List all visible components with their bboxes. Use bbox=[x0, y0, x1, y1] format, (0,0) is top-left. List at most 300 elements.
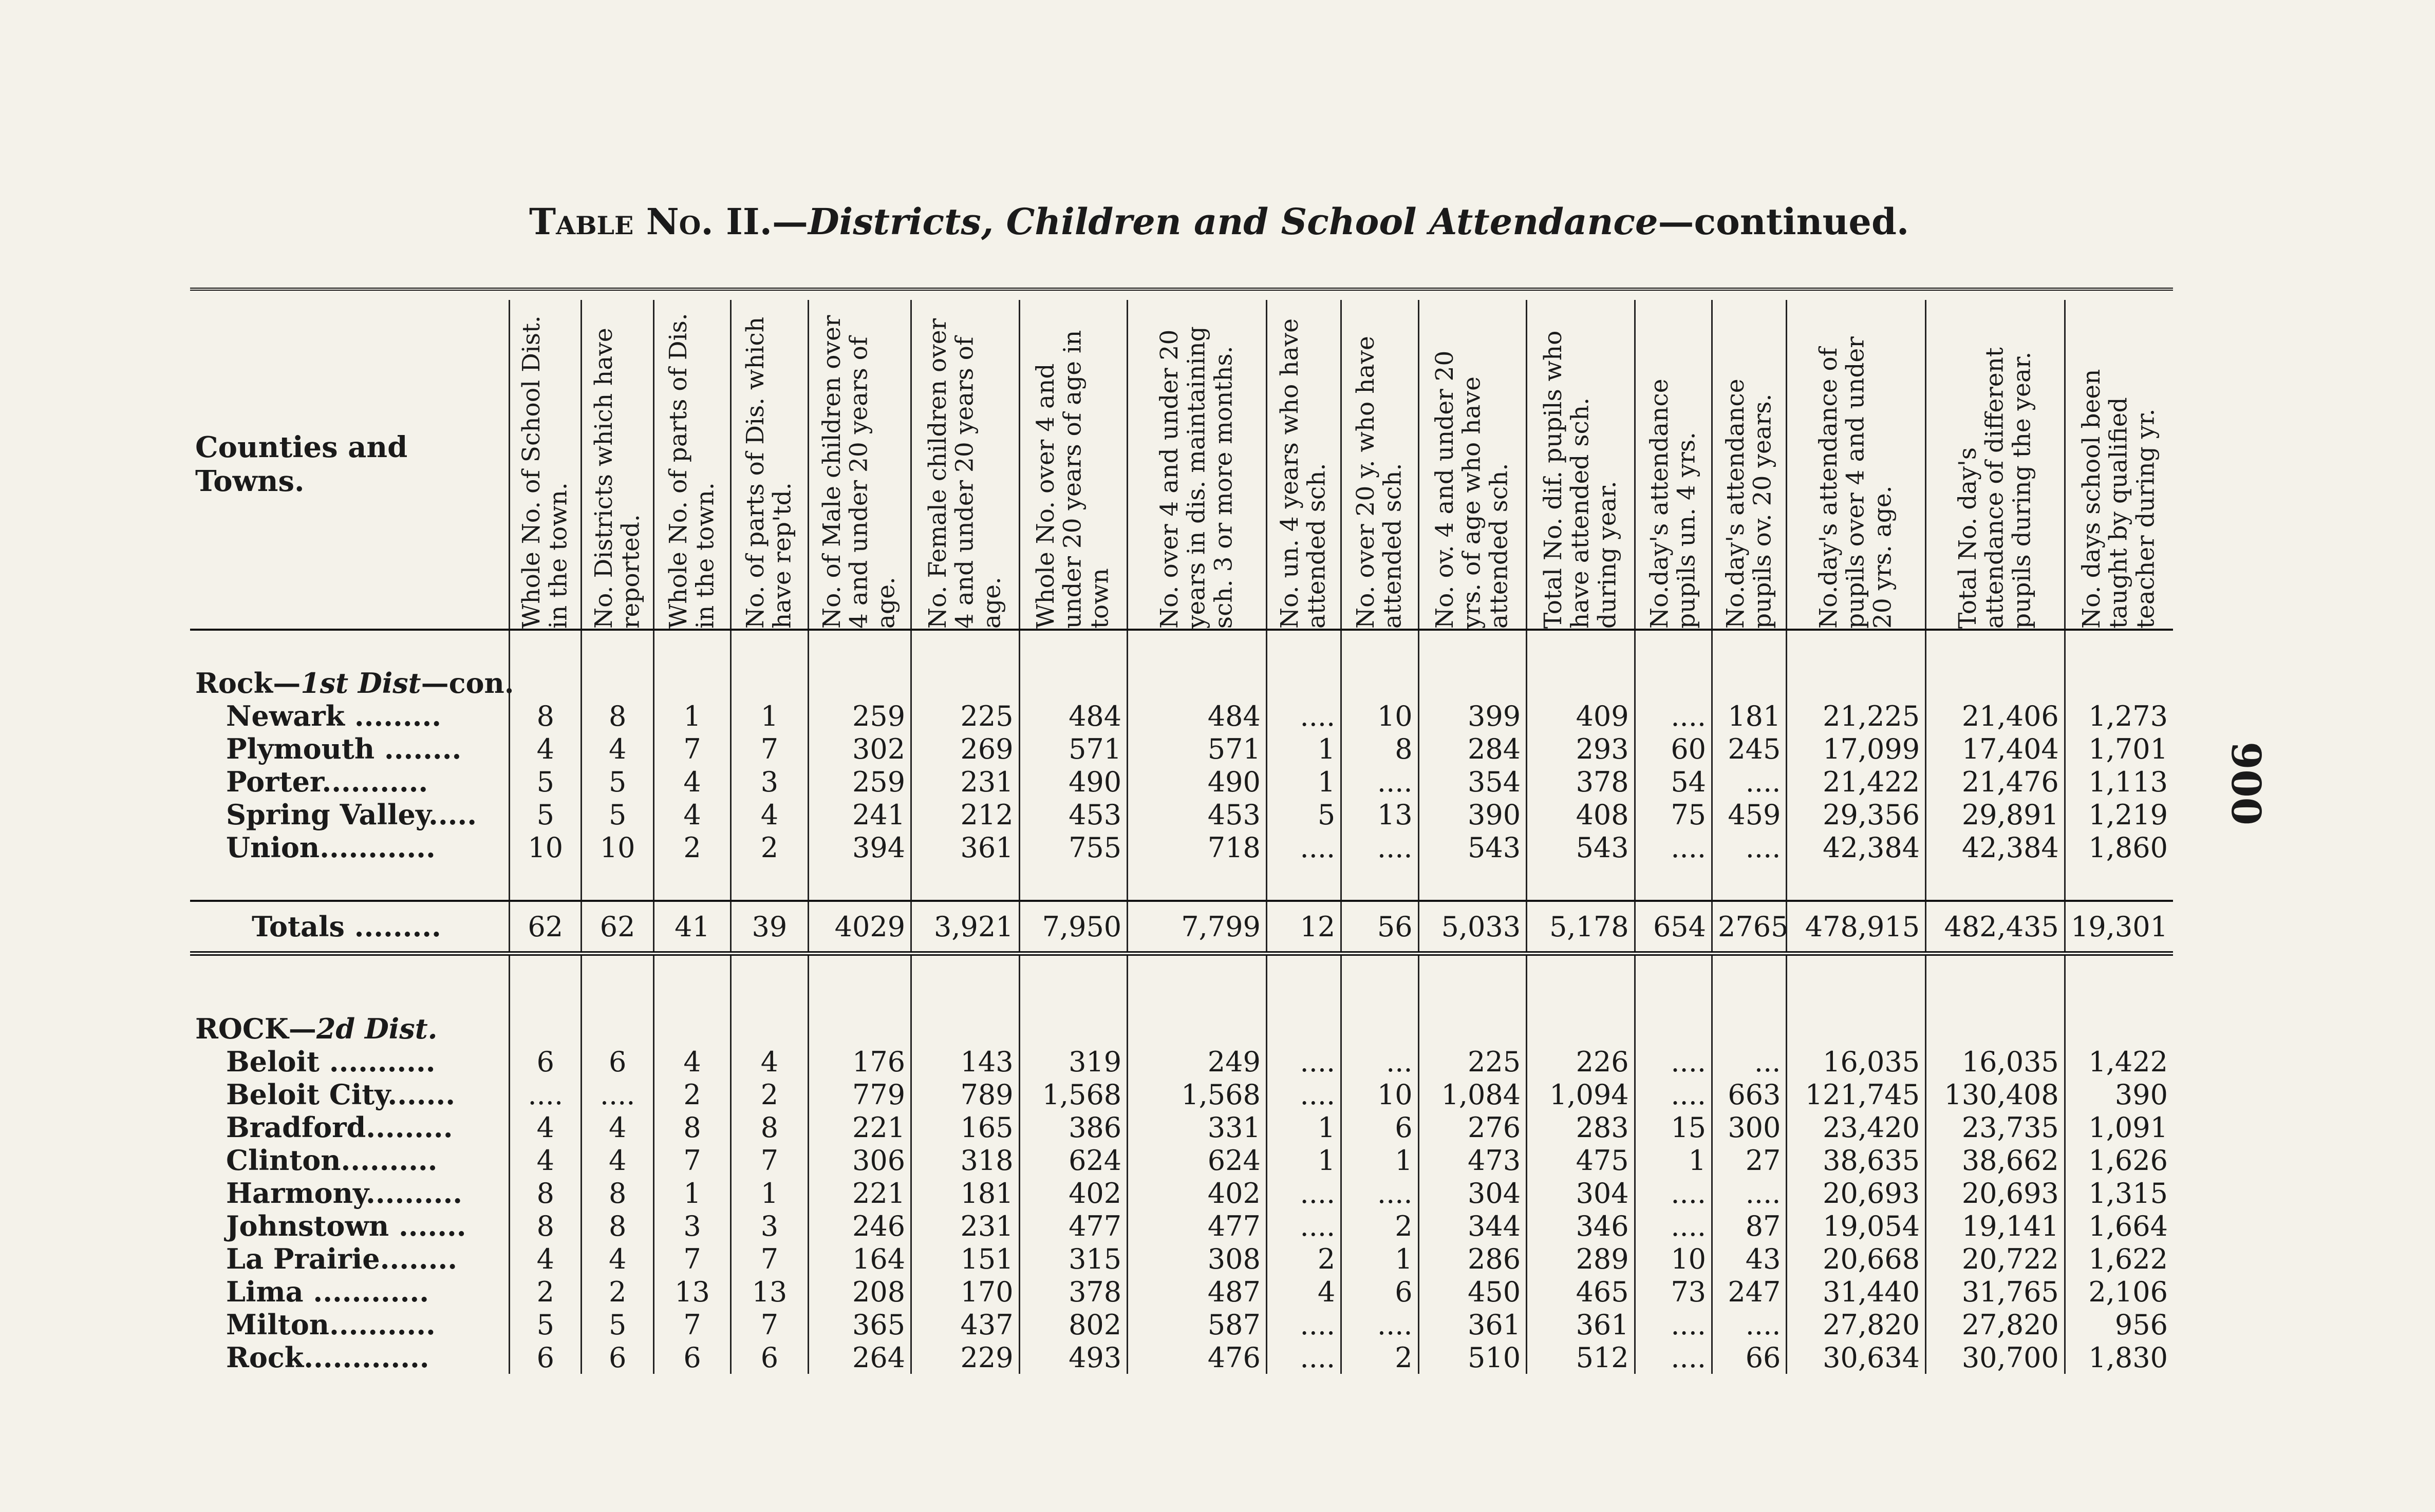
table-cell: 4 bbox=[510, 732, 582, 765]
table-cell: 176 bbox=[808, 1045, 911, 1078]
spacer-row bbox=[190, 630, 2173, 667]
table-cell: 247 bbox=[1712, 1275, 1787, 1308]
table-cell: 4 bbox=[1266, 1275, 1341, 1308]
table-cell: .... bbox=[1635, 1341, 1712, 1374]
table-cell: .... bbox=[582, 1078, 653, 1111]
column-header-label: No. of Male children over 4 and under 20 years of age. bbox=[818, 315, 901, 629]
column-header bbox=[510, 300, 582, 630]
table-cell: 453 bbox=[1019, 798, 1128, 831]
table-cell: 5 bbox=[1266, 798, 1341, 831]
table-cell: 8 bbox=[582, 1177, 653, 1209]
table-cell: 20,693 bbox=[1926, 1177, 2065, 1209]
column-header-label: Whole No. of School Dist. in the town. bbox=[517, 315, 573, 629]
column-header bbox=[1128, 300, 1267, 630]
table-cell: 490 bbox=[1128, 765, 1267, 798]
table-cell: .... bbox=[1341, 1177, 1418, 1209]
table-cell: .... bbox=[1712, 831, 1787, 864]
table-cell: .... bbox=[1341, 765, 1418, 798]
table-cell: 484 bbox=[1019, 700, 1128, 732]
table-cell: 4 bbox=[731, 798, 808, 831]
table-cell: 475 bbox=[1527, 1144, 1635, 1177]
table-cell: 62 bbox=[510, 901, 582, 954]
table-cell: 259 bbox=[808, 765, 911, 798]
table-cell: 331 bbox=[1128, 1111, 1267, 1144]
table-row bbox=[190, 831, 2173, 864]
title-main: Districts, Children and School Attendance bbox=[808, 200, 1658, 243]
table-cell: 755 bbox=[1019, 831, 1128, 864]
table-cell: 17,404 bbox=[1926, 732, 2065, 765]
table-cell: 3 bbox=[653, 1209, 730, 1242]
column-header-label: No. ov. 4 and under 20 yrs. of age who have attended sch. bbox=[1431, 350, 1513, 629]
table-cell: 19,301 bbox=[2065, 901, 2173, 954]
table-cell: 212 bbox=[911, 798, 1020, 831]
table-cell: 4 bbox=[582, 1111, 653, 1144]
table-cell: 802 bbox=[1019, 1308, 1128, 1341]
table-cell: 318 bbox=[911, 1144, 1020, 1177]
table-row bbox=[190, 1209, 2173, 1242]
table-cell: 6 bbox=[731, 1341, 808, 1374]
table-cell: 286 bbox=[1418, 1242, 1527, 1275]
table-cell: 8 bbox=[510, 700, 582, 732]
table-cell: 231 bbox=[911, 1209, 1020, 1242]
table-cell: 7 bbox=[731, 1242, 808, 1275]
table-cell: 4 bbox=[510, 1242, 582, 1275]
table-cell: 13 bbox=[731, 1275, 808, 1308]
table-cell: 20,722 bbox=[1926, 1242, 2065, 1275]
table-cell: 399 bbox=[1418, 700, 1527, 732]
statistics-table bbox=[190, 288, 2173, 1374]
table-cell: 2 bbox=[1266, 1242, 1341, 1275]
table-cell: 3 bbox=[731, 765, 808, 798]
table-cell: 7 bbox=[731, 732, 808, 765]
table-cell: .... bbox=[1635, 700, 1712, 732]
table-cell: 346 bbox=[1527, 1209, 1635, 1242]
table-cell: 13 bbox=[653, 1275, 730, 1308]
table-cell: 30,700 bbox=[1926, 1341, 2065, 1374]
table-cell: 181 bbox=[1712, 700, 1787, 732]
table-cell: 31,440 bbox=[1787, 1275, 1926, 1308]
table-cell: 361 bbox=[1527, 1308, 1635, 1341]
table-cell: 41 bbox=[653, 901, 730, 954]
table-cell: 8 bbox=[510, 1177, 582, 1209]
table-cell: 4 bbox=[653, 798, 730, 831]
table-cell: 8 bbox=[510, 1209, 582, 1242]
table-cell: 344 bbox=[1418, 1209, 1527, 1242]
town-name: Beloit ........... bbox=[226, 1045, 436, 1078]
table-cell: 402 bbox=[1019, 1177, 1128, 1209]
table-cell: 27,820 bbox=[1926, 1308, 2065, 1341]
table-cell: 6 bbox=[510, 1045, 582, 1078]
table-cell: 7,799 bbox=[1128, 901, 1267, 954]
spacer-row bbox=[190, 864, 2173, 901]
column-header bbox=[1527, 300, 1635, 630]
table-cell: 304 bbox=[1418, 1177, 1527, 1209]
table-cell: 31,765 bbox=[1926, 1275, 2065, 1308]
table-cell: 2765 bbox=[1712, 901, 1787, 954]
table-cell: 779 bbox=[808, 1078, 911, 1111]
table-cell: 2 bbox=[510, 1275, 582, 1308]
table-cell: 2 bbox=[1341, 1341, 1418, 1374]
table-cell: 62 bbox=[582, 901, 653, 954]
table-cell: 8 bbox=[731, 1111, 808, 1144]
table-cell: 450 bbox=[1418, 1275, 1527, 1308]
table-cell: 8 bbox=[1341, 732, 1418, 765]
table-cell: 956 bbox=[2065, 1308, 2173, 1341]
column-header bbox=[731, 300, 808, 630]
town-name: Spring Valley..... bbox=[226, 798, 477, 831]
table-cell: 4 bbox=[582, 1144, 653, 1177]
table-row bbox=[190, 1144, 2173, 1177]
town-name: Porter........... bbox=[226, 765, 428, 798]
table-cell: .... bbox=[510, 1078, 582, 1111]
table-cell: 2 bbox=[1341, 1209, 1418, 1242]
table-cell: .... bbox=[1341, 831, 1418, 864]
column-header bbox=[1926, 300, 2065, 630]
column-header-label: Total No. dif. pupils who have attended sch. during year. bbox=[1539, 330, 1622, 629]
column-header-label: No. over 4 and under 20 years in dis. maintaining sch. 3 or more months. bbox=[1155, 326, 1238, 629]
table-cell: 315 bbox=[1019, 1242, 1128, 1275]
table-cell: 221 bbox=[808, 1177, 911, 1209]
table-cell: 473 bbox=[1418, 1144, 1527, 1177]
table-cell: 7,950 bbox=[1019, 901, 1128, 954]
town-name: Plymouth ........ bbox=[226, 732, 462, 765]
table-cell: 1 bbox=[653, 1177, 730, 1209]
table-cell: 408 bbox=[1527, 798, 1635, 831]
table-cell: 27,820 bbox=[1787, 1308, 1926, 1341]
section-heading bbox=[190, 667, 514, 700]
table-cell: 293 bbox=[1527, 732, 1635, 765]
column-header bbox=[911, 300, 1020, 630]
table-cell: .... bbox=[1635, 1045, 1712, 1078]
table-cell: 624 bbox=[1128, 1144, 1267, 1177]
table-cell: 1,219 bbox=[2065, 798, 2173, 831]
table-cell: 39 bbox=[731, 901, 808, 954]
table-cell: 4 bbox=[731, 1045, 808, 1078]
table-cell: 453 bbox=[1128, 798, 1267, 831]
table-cell: 361 bbox=[1418, 1308, 1527, 1341]
town-name: Milton........... bbox=[226, 1308, 436, 1341]
table-cell: 390 bbox=[2065, 1078, 2173, 1111]
table-cell: 6 bbox=[510, 1341, 582, 1374]
table-cell: 512 bbox=[1527, 1341, 1635, 1374]
table-cell: 1 bbox=[1635, 1144, 1712, 1177]
table-cell: 30,634 bbox=[1787, 1341, 1926, 1374]
table-row bbox=[190, 765, 2173, 798]
table-cell: 6 bbox=[653, 1341, 730, 1374]
table-cell: .... bbox=[1266, 1078, 1341, 1111]
table-cell: 29,891 bbox=[1926, 798, 2065, 831]
table-cell: .... bbox=[1266, 1177, 1341, 1209]
town-name: Totals ......... bbox=[190, 901, 510, 954]
table-cell: 4 bbox=[653, 1045, 730, 1078]
table-row bbox=[190, 1242, 2173, 1275]
table-cell: 437 bbox=[911, 1308, 1020, 1341]
table-cell: 1,315 bbox=[2065, 1177, 2173, 1209]
column-header bbox=[1635, 300, 1712, 630]
table-cell: 20,693 bbox=[1787, 1177, 1926, 1209]
table-cell: ... bbox=[1341, 1045, 1418, 1078]
section-heading-prefix: ROCK— bbox=[195, 1012, 316, 1045]
town-name: Harmony.......... bbox=[226, 1177, 463, 1209]
table-cell: 151 bbox=[911, 1242, 1020, 1275]
column-header bbox=[1019, 300, 1128, 630]
table-row bbox=[190, 1177, 2173, 1209]
table-cell: 1,830 bbox=[2065, 1341, 2173, 1374]
table-cell: 7 bbox=[731, 1144, 808, 1177]
table-row bbox=[190, 700, 2173, 732]
table-cell: 10 bbox=[1341, 700, 1418, 732]
column-header bbox=[1418, 300, 1527, 630]
table-cell: 409 bbox=[1527, 700, 1635, 732]
table-cell: 21,406 bbox=[1926, 700, 2065, 732]
table-cell: 478,915 bbox=[1787, 901, 1926, 954]
table-cell: 2 bbox=[582, 1275, 653, 1308]
table-cell: .... bbox=[1635, 1078, 1712, 1111]
table-cell: .... bbox=[1635, 1308, 1712, 1341]
table-row bbox=[190, 732, 2173, 765]
table-cell: 23,735 bbox=[1926, 1111, 2065, 1144]
table-cell: 225 bbox=[1418, 1045, 1527, 1078]
table-cell: 15 bbox=[1635, 1111, 1712, 1144]
section-heading-row bbox=[190, 1012, 2173, 1045]
column-header-label: No.day's attendance of pupils over 4 and under 20 yrs. age. bbox=[1814, 336, 1897, 629]
table-cell: 789 bbox=[911, 1078, 1020, 1111]
column-header bbox=[1712, 300, 1787, 630]
table-cell: 42,384 bbox=[1926, 831, 2065, 864]
table-cell: 43 bbox=[1712, 1242, 1787, 1275]
table-cell: 8 bbox=[653, 1111, 730, 1144]
table-cell: 1,626 bbox=[2065, 1144, 2173, 1177]
table-cell: 1,091 bbox=[2065, 1111, 2173, 1144]
town-name: Newark ......... bbox=[226, 700, 442, 732]
table-cell: 12 bbox=[1266, 901, 1341, 954]
table-cell: .... bbox=[1712, 1177, 1787, 1209]
table-row bbox=[190, 1275, 2173, 1308]
town-name: Lima ............ bbox=[226, 1275, 429, 1308]
table-cell: 482,435 bbox=[1926, 901, 2065, 954]
table-cell: 7 bbox=[653, 732, 730, 765]
table-cell: .... bbox=[1635, 831, 1712, 864]
table-cell: 484 bbox=[1128, 700, 1267, 732]
column-header-label: No. Districts which have reported. bbox=[589, 328, 645, 629]
table-cell: 476 bbox=[1128, 1341, 1267, 1374]
table-cell: 5 bbox=[510, 765, 582, 798]
table-cell: 2 bbox=[653, 831, 730, 864]
table-cell: 5 bbox=[582, 765, 653, 798]
table-cell: 259 bbox=[808, 700, 911, 732]
town-name: Rock............. bbox=[226, 1341, 429, 1374]
table-cell: 241 bbox=[808, 798, 911, 831]
table-cell: 1 bbox=[1341, 1144, 1418, 1177]
table-cell: 66 bbox=[1712, 1341, 1787, 1374]
town-name: Beloit City....... bbox=[226, 1078, 456, 1111]
table-row bbox=[190, 1078, 2173, 1111]
table-cell: 1 bbox=[1266, 1111, 1341, 1144]
table-cell: 5 bbox=[510, 798, 582, 831]
table-cell: ... bbox=[1712, 1045, 1787, 1078]
table-cell: 300 bbox=[1712, 1111, 1787, 1144]
table-cell: 226 bbox=[1527, 1045, 1635, 1078]
table-cell: 276 bbox=[1418, 1111, 1527, 1144]
table-cell: 624 bbox=[1019, 1144, 1128, 1177]
table-cell: 17,099 bbox=[1787, 732, 1926, 765]
table-cell: 378 bbox=[1019, 1275, 1128, 1308]
column-header-label: No.day's attendance pupils un. 4 yrs. bbox=[1645, 379, 1701, 629]
table-cell: 477 bbox=[1019, 1209, 1128, 1242]
table-cell: 284 bbox=[1418, 732, 1527, 765]
table-cell: 264 bbox=[808, 1341, 911, 1374]
table-cell: 361 bbox=[911, 831, 1020, 864]
table-cell: 459 bbox=[1712, 798, 1787, 831]
table-cell: 75 bbox=[1635, 798, 1712, 831]
table-cell: 2 bbox=[731, 1078, 808, 1111]
table-cell: 1,094 bbox=[1527, 1078, 1635, 1111]
section-heading-prefix: Rock— bbox=[195, 667, 301, 700]
table-cell: 493 bbox=[1019, 1341, 1128, 1374]
table-cell: 4 bbox=[510, 1111, 582, 1144]
table-cell: 306 bbox=[808, 1144, 911, 1177]
table-cell: 19,141 bbox=[1926, 1209, 2065, 1242]
table-cell: 4 bbox=[653, 765, 730, 798]
table-cell: .... bbox=[1341, 1308, 1418, 1341]
table-cell: 29,356 bbox=[1787, 798, 1926, 831]
row-header-label: Counties and Towns. bbox=[190, 300, 510, 630]
table-cell: 6 bbox=[582, 1341, 653, 1374]
table-cell: .... bbox=[1712, 765, 1787, 798]
table-cell: 3 bbox=[731, 1209, 808, 1242]
table-cell: 6 bbox=[1341, 1111, 1418, 1144]
table-cell: 170 bbox=[911, 1275, 1020, 1308]
table-cell: 654 bbox=[1635, 901, 1712, 954]
table-cell: 221 bbox=[808, 1111, 911, 1144]
town-name: Clinton.......... bbox=[226, 1144, 438, 1177]
table-cell: 4029 bbox=[808, 901, 911, 954]
table-cell: 1,084 bbox=[1418, 1078, 1527, 1111]
table-cell: 164 bbox=[808, 1242, 911, 1275]
table-cell: 249 bbox=[1128, 1045, 1267, 1078]
table-row bbox=[190, 1341, 2173, 1374]
table-cell: 20,668 bbox=[1787, 1242, 1926, 1275]
table-cell: .... bbox=[1266, 1045, 1341, 1078]
table-cell: 38,662 bbox=[1926, 1144, 2065, 1177]
column-header bbox=[2065, 300, 2173, 630]
table-cell: 23,420 bbox=[1787, 1111, 1926, 1144]
table-cell: 1,113 bbox=[2065, 765, 2173, 798]
table-cell: 543 bbox=[1418, 831, 1527, 864]
table-cell: 87 bbox=[1712, 1209, 1787, 1242]
table-cell: 21,422 bbox=[1787, 765, 1926, 798]
section-heading-row bbox=[190, 667, 2173, 700]
table-cell: 4 bbox=[510, 1144, 582, 1177]
column-header-label: Total No. day's attendance of different pupils during the year. bbox=[1954, 347, 2036, 629]
table-cell: 2 bbox=[731, 831, 808, 864]
table-cell: 121,745 bbox=[1787, 1078, 1926, 1111]
table-cell: 354 bbox=[1418, 765, 1527, 798]
table-cell: 7 bbox=[731, 1308, 808, 1341]
table-cell: 231 bbox=[911, 765, 1020, 798]
table-cell: 304 bbox=[1527, 1177, 1635, 1209]
table-cell: 21,225 bbox=[1787, 700, 1926, 732]
column-header bbox=[1341, 300, 1418, 630]
column-header-label: No.day's attendance pupils ov. 20 years. bbox=[1721, 379, 1777, 629]
table-cell: 38,635 bbox=[1787, 1144, 1926, 1177]
table-cell: 10 bbox=[1635, 1242, 1712, 1275]
table-cell: 1,622 bbox=[2065, 1242, 2173, 1275]
table-cell: 130,408 bbox=[1926, 1078, 2065, 1111]
table-cell: 1,701 bbox=[2065, 732, 2173, 765]
column-header bbox=[653, 300, 730, 630]
column-header-label: Whole No. of parts of Dis. in the town. bbox=[664, 313, 720, 629]
table-cell: 1,273 bbox=[2065, 700, 2173, 732]
column-header-label: Whole No. over 4 and under 20 years of age in town bbox=[1032, 330, 1114, 629]
town-name: La Prairie........ bbox=[226, 1242, 458, 1275]
table-cell: 10 bbox=[582, 831, 653, 864]
column-header-row bbox=[190, 300, 2173, 630]
section-heading-district: 1st Dist bbox=[301, 667, 421, 700]
table-cell: 27 bbox=[1712, 1144, 1787, 1177]
town-name: Johnstown ....... bbox=[226, 1209, 466, 1242]
table-cell: 402 bbox=[1128, 1177, 1267, 1209]
table-cell: 181 bbox=[911, 1177, 1020, 1209]
table-cell: 10 bbox=[1341, 1078, 1418, 1111]
table-cell: 1,568 bbox=[1128, 1078, 1267, 1111]
table-cell: 7 bbox=[653, 1242, 730, 1275]
table-row bbox=[190, 1111, 2173, 1144]
table-body bbox=[190, 630, 2173, 1374]
table-cell: 5,033 bbox=[1418, 901, 1527, 954]
table-cell: 269 bbox=[911, 732, 1020, 765]
table-cell: .... bbox=[1635, 1177, 1712, 1209]
table-cell: .... bbox=[1266, 1308, 1341, 1341]
section-heading-district: 2d Dist. bbox=[316, 1012, 438, 1045]
table-cell: .... bbox=[1266, 1209, 1341, 1242]
town-name: Bradford......... bbox=[226, 1111, 453, 1144]
table-row bbox=[190, 1045, 2173, 1078]
table-cell: 246 bbox=[808, 1209, 911, 1242]
table-cell: .... bbox=[1266, 831, 1341, 864]
table-cell: .... bbox=[1635, 1209, 1712, 1242]
table-cell: 16,035 bbox=[1787, 1045, 1926, 1078]
column-header-label: No. Female children over 4 and under 20 years of age. bbox=[923, 318, 1006, 629]
table-cell: 283 bbox=[1527, 1111, 1635, 1144]
table-cell: 16,035 bbox=[1926, 1045, 2065, 1078]
table-cell: 8 bbox=[582, 700, 653, 732]
column-header-label: No. days school been taught by qualified teacher during yr. bbox=[2077, 369, 2160, 629]
table-row bbox=[190, 798, 2173, 831]
top-rule bbox=[190, 289, 2173, 300]
table-cell: 394 bbox=[808, 831, 911, 864]
column-header-label: No. of parts of Dis. which have rep'td. bbox=[741, 316, 797, 629]
table-cell: 5,178 bbox=[1527, 901, 1635, 954]
table-row bbox=[190, 1308, 2173, 1341]
table-cell: 73 bbox=[1635, 1275, 1712, 1308]
table-cell: 1 bbox=[1266, 732, 1341, 765]
table-cell: 465 bbox=[1527, 1275, 1635, 1308]
column-header bbox=[808, 300, 911, 630]
table-cell: 21,476 bbox=[1926, 765, 2065, 798]
column-header bbox=[1266, 300, 1341, 630]
table-cell: .... bbox=[1712, 1308, 1787, 1341]
table-cell: 13 bbox=[1341, 798, 1418, 831]
table-cell: 42,384 bbox=[1787, 831, 1926, 864]
table-cell: 54 bbox=[1635, 765, 1712, 798]
table-cell: 1,664 bbox=[2065, 1209, 2173, 1242]
table-cell: 1 bbox=[1341, 1242, 1418, 1275]
table-cell: 663 bbox=[1712, 1078, 1787, 1111]
table-cell: 1 bbox=[731, 700, 808, 732]
table-cell: 1,568 bbox=[1019, 1078, 1128, 1111]
table-cell: 10 bbox=[510, 831, 582, 864]
